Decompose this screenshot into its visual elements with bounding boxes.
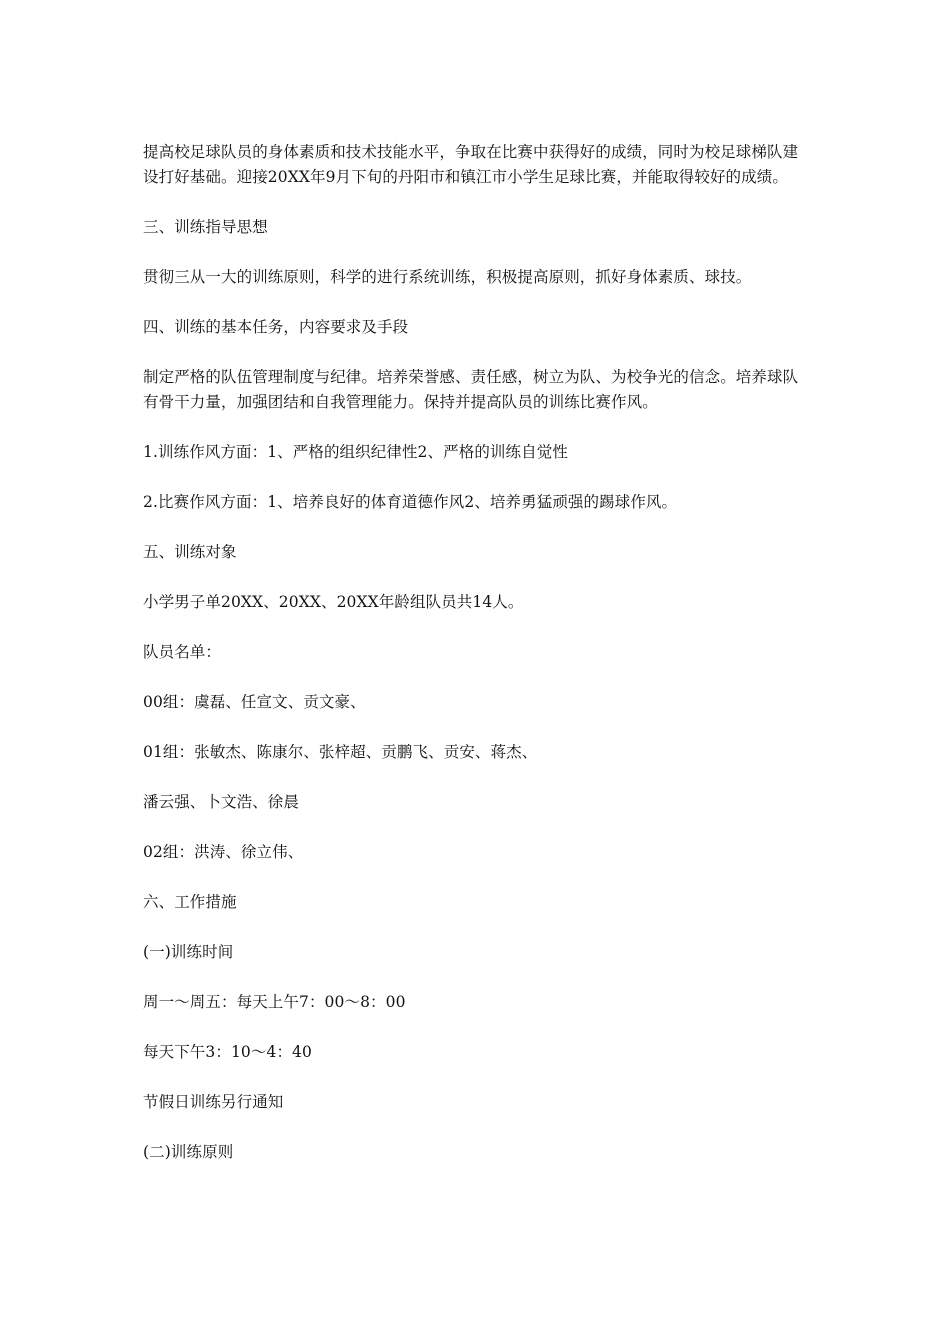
schedule-afternoon: 每天下午3：10～4：40 [143,1043,312,1061]
heading-roster: 队员名单： [143,643,222,661]
roster-group-01-continued: 潘云强、卜文浩、徐晨 [143,793,300,811]
schedule-morning: 周一～周五：每天上午7：00～8：00 [143,993,406,1011]
heading-basic-tasks: 四、训练的基本任务，内容要求及手段 [143,318,409,336]
paragraph-match-style: 2.比赛作风方面：1、培养良好的体育道德作风2、培养勇猛顽强的踢球作风。 [143,493,678,511]
heading-work-measures: 六、工作措施 [143,893,237,911]
paragraph-discipline: 制定严格的队伍管理制度与纪律。培养荣誉感、责任感，树立为队、为校争光的信念。培养球队有骨干力量，加强团结和自我管理能力。保持并提高队员的训练比赛作风。 [143,368,799,411]
roster-group-01: 01组：张敏杰、陈康尔、张梓超、贡鹏飞、贡安、蒋杰、 [143,743,538,761]
subheading-training-time: (一)训练时间 [143,943,234,961]
document-body [143,140,809,1190]
subheading-training-principles: (二)训练原则 [143,1143,234,1161]
schedule-holiday-note: 节假日训练另行通知 [143,1093,284,1111]
heading-guiding-thought: 三、训练指导思想 [143,218,268,236]
paragraph-training-style: 1.训练作风方面：1、严格的组织纪律性2、严格的训练自觉性 [143,443,568,461]
paragraph-guiding-thought: 贯彻三从一大的训练原则，科学的进行系统训练，积极提高原则，抓好身体素质、球技。 [143,268,752,286]
roster-group-02: 02组：洪涛、徐立伟、 [143,843,304,861]
heading-training-targets: 五、训练对象 [143,543,237,561]
roster-group-00: 00组：虞磊、任宣文、贡文豪、 [143,693,366,711]
paragraph-goal: 提高校足球队员的身体素质和技术技能水平，争取在比赛中获得好的成绩，同时为校足球梯队建设打好基础。迎接20XX年9月下旬的丹阳市和镇江市小学生足球比赛，并能取得较好的成绩。 [143,143,799,186]
paragraph-team-size: 小学男子单20XX、20XX、20XX年龄组队员共14人。 [143,593,524,611]
